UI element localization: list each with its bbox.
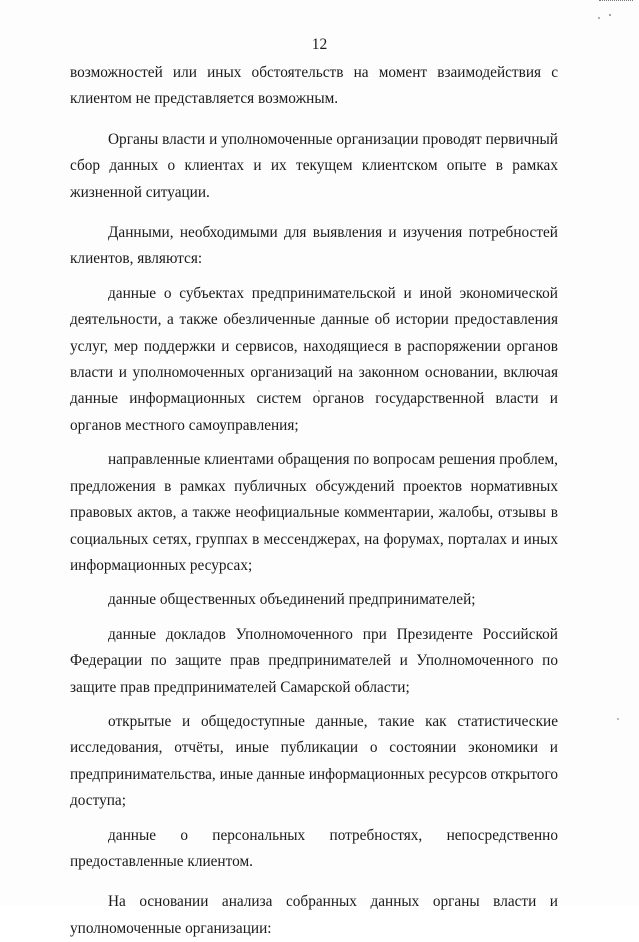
- page-number: 12: [311, 36, 328, 53]
- paragraph-primary-data-collection: Органы власти и уполномоченные организации проводят первичный сбор данных о клиентах и их текущем клиентском опыте в рамках жизненной ситуации.: [70, 130, 558, 201]
- scan-speck: [617, 718, 619, 720]
- list-item-client-appeals: направленные клиентами обращения по вопросам решения проблем, предложения в рамках публичных обсуждений проектов нормативных правовых актов, а также неофициальные комментарии, жалобы, отзывы в социальных сетях, группах в мессенджерах, на форумах, порталах и иных информационных ресурсах;: [70, 451, 558, 574]
- list-item-ombudsman-reports: данные докладов Уполномоченного при Президенте Российской Федерации по защите прав предпринимателей и Уполномоченного по защите прав предпринимателей Самарской области;: [70, 625, 558, 696]
- paragraph-continuation: возможностей или иных обстоятельств на момент взаимодействия с клиентом не представляется возможным.: [70, 64, 558, 108]
- paragraph-data-sources-intro: Данными, необходимыми для выявления и изучения потребностей клиентов, являются:: [70, 224, 558, 268]
- paragraph-analysis-outcome: На основании анализа собранных данных органы власти и уполномоченные организации:: [70, 893, 558, 937]
- scan-speck: [609, 14, 611, 16]
- scan-speck: [598, 17, 600, 19]
- list-item-open-data: открытые и общедоступные данные, такие как статистические исследования, отчёты, иные публикации о состоянии экономики и предпринимательства, иные данные информационных ресурсов открытого доступа;: [70, 712, 558, 810]
- list-item-public-associations-data: данные общественных объединений предпринимателей;: [108, 591, 476, 609]
- scan-artifact: [599, 0, 633, 4]
- list-item-personal-needs-data: данные о персональных потребностях, непосредственно предоставленные клиентом.: [70, 826, 558, 870]
- document-body: [70, 60, 558, 942]
- list-item-business-entity-data: данные о субъектах предпринимательской и иной экономической деятельности, а также обезличенные данные об истории предоставления услуг, мер поддержки и сервисов, находящиеся в распоряжении органов власти и уполномоченных организаций на законном основании, включая данные информационных систем органов государственной власти и органов местного самоуправления;: [70, 284, 558, 434]
